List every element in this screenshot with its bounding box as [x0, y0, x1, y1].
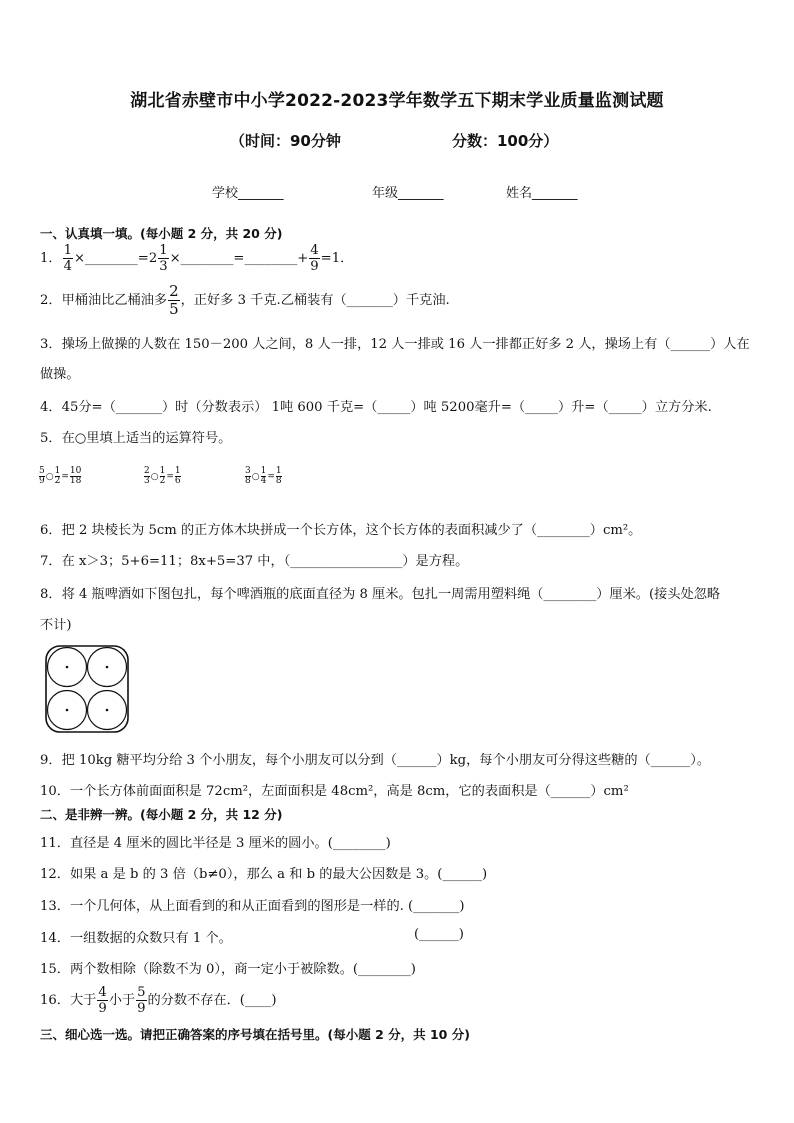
question-3: 3．操场上做操的人数在 150－200 人之间，8 人一排，12 人一排或 16 人一排都正好多 2 人，操场上有（______）人在: [40, 337, 750, 352]
question-14-answer: (______): [414, 927, 464, 942]
q5-expression-2: $\frac{2}{3}$ ○ $\frac{1}{2}$ = $\frac{1}{6}$: [144, 466, 181, 486]
section-1-heading: 一、认真填一填。(每小题 2 分，共 20 分): [40, 226, 283, 241]
question-13: 13．一个几何体，从上面看到的和从正面看到的图形是一样的. (_______): [40, 899, 465, 914]
school-field: 学校_______: [212, 186, 284, 201]
question-5: 5．在○里填上适当的运算符号。: [40, 431, 232, 446]
question-12: 12．如果 a 是 b 的 3 倍（b≠0），那么 a 和 b 的最大公因数是 3。(______): [40, 867, 488, 882]
page-title: 湖北省赤壁市中小学2022-2023学年数学五下期末学业质量监测试题: [130, 91, 664, 111]
exam-score: 分数：100分）: [452, 132, 559, 150]
q5-expression-1: $\frac{5}{9}$ ○ $\frac{1}{2}$ = $\frac{10}{18}$: [39, 466, 82, 486]
q5-expression-3: $\frac{3}{8}$ ○ $\frac{1}{4}$ = $\frac{1}{8}$: [245, 466, 282, 486]
question-15: 15．两个数相除（除数不为 0），商一定小于被除数。(________): [40, 962, 416, 977]
question-8: 8．将 4 瓶啤酒如下图包扎，每个啤酒瓶的底面直径为 8 厘米。包扎一周需用塑料绳（________）厘米。(接头处忽略: [40, 587, 721, 602]
question-14: 14．一组数据的众数只有 1 个。: [40, 931, 232, 946]
question-7: 7．在 x＞3；5+6=11；8x+5=37 中，（_________________）是方程。: [40, 554, 469, 569]
question-11: 11．直径是 4 厘米的圆比半径是 3 厘米的圆小。(________): [40, 836, 391, 851]
grade-field: 年级_______: [372, 186, 444, 201]
question-10: 10．一个长方体前面面积是 72cm²，左面面积是 48cm²，高是 8cm，它的表面积是（______）cm²: [40, 784, 629, 799]
question-8-cont: 不计): [40, 618, 72, 633]
name-field: 姓名_______: [506, 186, 578, 201]
question-16: 16．大于 $\frac{4}{9}$ 小于 $\frac{5}{9}$ 的分数不存在．(____): [40, 985, 277, 1017]
section-2-heading: 二、是非辨一辨。(每小题 2 分，共 12 分): [40, 807, 283, 822]
binding-rope: [46, 646, 128, 732]
question-4: 4．45分=（_______）时（分数表示） 1吨 600 千克=（_____）吨 5200毫升=（_____）升=（_____）立方分米.: [40, 400, 712, 415]
question-3-cont: 做操。: [40, 367, 80, 382]
question-6: 6．把 2 块棱长为 5cm 的正方体木块拼成一个长方体，这个长方体的表面积减少了（________）cm²。: [40, 523, 642, 538]
question-9: 9．把 10kg 糖平均分给 3 个小朋友，每个小朋友可以分到（______）kg，每个小朋友可分得这些糖的（______）。: [40, 753, 711, 768]
section-3-heading: 三、细心选一选。请把正确答案的序号填在括号里。(每小题 2 分，共 10 分): [40, 1027, 470, 1042]
bottles-figure: [44, 644, 130, 734]
question-2: 2．甲桶油比乙桶油多 $\frac{2}{5}$ ，正好多 3 千克.乙桶装有（_______）千克油.: [40, 282, 450, 318]
exam-time: （时间：90分钟: [230, 132, 341, 150]
question-1: 1． $\frac{1}{4}$ ×________=2 $\frac{1}{3}$ ×________=________+ $\frac{4}{9}$ =1．: [40, 243, 354, 275]
